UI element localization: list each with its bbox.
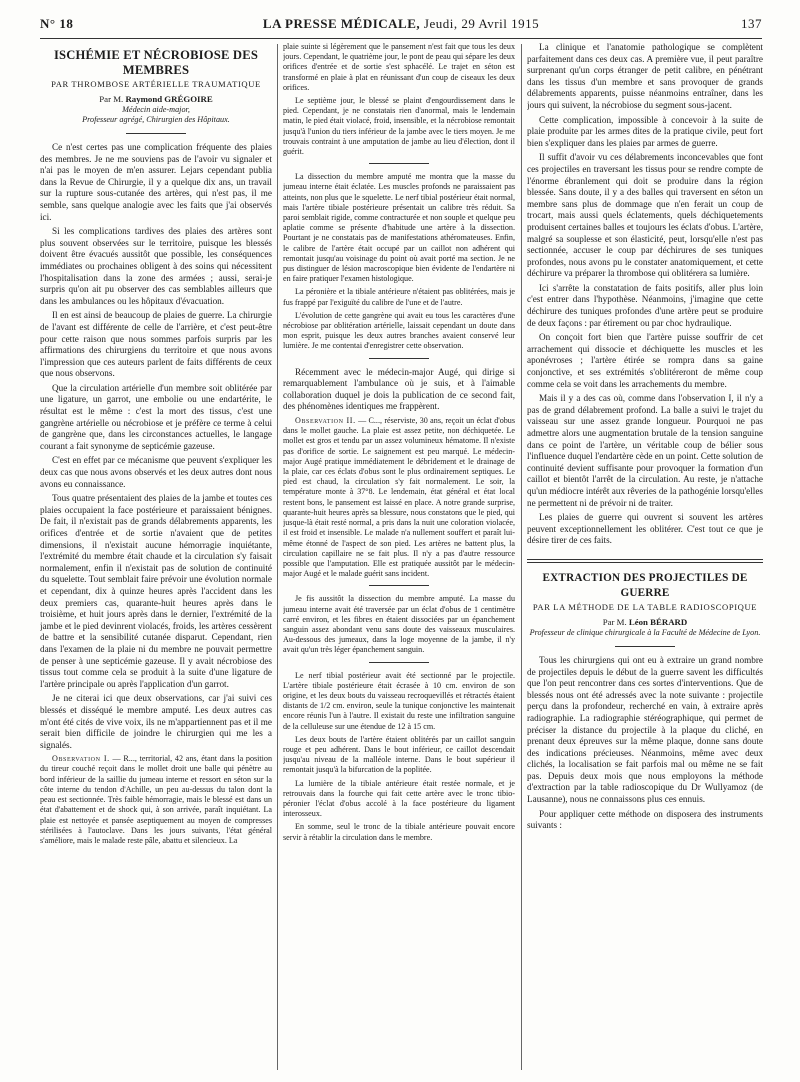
article-separator <box>527 559 763 563</box>
paragraph: Les plaies de guerre qui ouvrent si souvent les artères peuvent exceptionnellement les oblitérer. C'est tout ce que je désire tirer de ces faits. <box>527 512 763 546</box>
author-prefix: Par M. <box>99 94 124 104</box>
paragraph: Les deux bouts de l'artère étaient oblitérés par un caillot sanguin rouge et peu adhérent. Dans le bout inférieur, ce caillot descendait jusqu'au niveau de la malléole interne. Dans le bout supérieur il remontait jusqu'à la bifurcation de la poplitée. <box>283 734 515 775</box>
observation-text: — R..., territorial, 42 ans, étant dans la position du tireur couché reçoit dans le mollet droit une balle qui pénètre au bord inférieur de la saillie du jumeau interne et ressort en séton sur la côte interne du tendon d'Achille, un peu au-dessus du talon dont la peau est sectionnée. Très faible hémorragie, mais le blessé est dans un état d'abattement et de shock qui, à son arrivée, paraît inquiétant. La plaie est nettoyée et pansée aseptiquement au moyen de compresses stérilisées à l'autoclave. Dans les jours suivants, l'état général s'améliore, mais le malade reste pâle, abattu et silencieux. La <box>40 754 272 845</box>
observation-1 <box>40 754 272 846</box>
paragraph: Le septième jour, le blessé se plaint d'engourdissement dans le pied. Cependant, je ne constatais rien d'anormal, mais le lendemain matin, le pied était violacé, froid, insensible, et la nécrobiose remontait jusqu'à l'union du tiers inférieur de la jambe avec le tiers moyen. Je me trouvais contraint à une amputation de jambe au lieu d'élection, dont il guérit. <box>283 96 515 157</box>
section-divider <box>369 585 429 586</box>
author-prefix: Par M. <box>602 616 627 627</box>
paragraph: Mais il y a des cas où, comme dans l'observation I, il n'y a pas de grand délabrement profond. La balle a suivi le trajet du vaisseau sur une assez grande longueur. Pourquoi ne pas admettre alors une augmentation brutale de la tension sanguine dans ce point de l'artère, un véritable coup de bélier sous l'influence duquel l'endartère cède en un point. Cette solution de continuité devient suffisante pour provoquer la formation d'un caillot et bientôt l'arrêt de la circulation. Au reste, je n'attache qu'un médiocre intérêt aux rêveries de la pathogénie lorsqu'elles ne permettent ni de prévoir ni de traiter. <box>527 393 763 508</box>
column-3 <box>527 42 763 1072</box>
paragraph: Je ne citerai ici que deux observations, car j'ai suivi ces blessés et disséqué le membre amputé. Les deux autres cas m'ont été cités de vive voix, ils ne m'appartiennent pas et il me serait bien difficile de joindre le chirurgien qui me les a signalés. <box>40 693 272 750</box>
paragraph: La clinique et l'anatomie pathologique se complètent parfaitement dans ces deux cas. A première vue, il peut paraître surprenant qu'un corps étranger de petit calibre, en pénétrant dans les tissus d'un membre et sans provoquer de grands délabrements apparents, puisse néanmoins entraîner, dans les jours qui suivent, la nécrobiose du segment sous-jacent. <box>527 42 763 110</box>
observation-2 <box>283 416 515 579</box>
page-number: 137 <box>741 16 762 31</box>
author-affiliation: Professeur de clinique chirurgicale à la Faculté de Médecine de Lyon. <box>529 627 761 637</box>
paragraph: Il en est ainsi de beaucoup de plaies de guerre. La chirurgie de l'avant est différente de celle de l'arrière, et c'est peut-être pour cette raison que nous sommes parfois surpris par les affirmations des chirurgiens du territoire et que nous avons l'impression que ces auteurs parlent de faits différents de ceux que nous observons. <box>40 310 272 379</box>
paragraph: Le nerf tibial postérieur avait été sectionné par le projectile. L'artère tibiale postérieure était écrasée à 10 cm. environ de son origine, et les deux bouts du vaisseau recroquevillés et rétractés étaient distants de 1/2 cm. environ, seule la tunique conjonctive les maintenait encore réunis l'un à l'autre. Il existait du reste une infiltration sanguine de la celluleuse sur une étendue de 12 à 15 cm. <box>283 670 515 731</box>
paragraph: Pour appliquer cette méthode on disposera des instruments suivants : <box>527 808 763 831</box>
paragraph: La péronière et la tibiale antérieure n'étaient pas oblitérées, mais je fus frappé par l'exiguïté du calibre de l'une et de l'autre. <box>283 287 515 307</box>
journal-name: LA PRESSE MÉDICALE, <box>262 16 421 31</box>
paragraph: Si les complications tardives des plaies des artères sont plus souvent observées sur le territoire, puisque les blessés doivent être évacués aussitôt que possible, les conséquences immédiates ou prochaines obligent à des soins qui nécessitent l'hospitalisation dans la zone des armées ; aussi, serai-je surpris qu'on ait pu observer des cas semblables ailleurs que dans les ambulances ou les hôpitaux d'évacuation. <box>40 226 272 306</box>
article-author <box>527 617 763 628</box>
paragraph: Tous quatre présentaient des plaies de la jambe et toutes ces plaies occupaient la face postérieure et paraissaient bénignes. De fait, il n'existait pas de grands délabrements apparents, les orifices d'entrée et de sortie n'avaient que de petites dimensions, il n'existait aucune hémorragie inquiétante, l'extrémité du membre était chaude et la circulation s'y faisait normalement, enfin il n'existait pas de solution de continuité du squelette. Tout semblait faire prévoir une évolution normale et cependant, dix à quinze heures après l'accident dans les deux premiers cas, quarante-huit heures après dans le troisième, et huit jours après dans le dernier, l'extrémité de la jambe et le pied devinrent violacés, froids, les artères cessèrent de battre et la sensibilité cutanée disparut. Cependant, rien dans l'examen de la plaie ni du membre ne pouvait permettre de penser à une septicémie gazeuse. Il y avait nécrobiose des tissus tout comme cela se produit à la suite d'une ligature de l'artère principale ou après l'application d'un garrot. <box>40 493 272 689</box>
section-divider <box>369 358 429 359</box>
paragraph: Tous les chirurgiens qui ont eu à extraire un grand nombre de projectiles depuis le début de la guerre savent les difficultés que l'on peut rencontrer dans ces sortes d'interventions. Que de blessés nous ont été adressés avec la note suivante : projectile perçu dans la profondeur, recherché en vain, à extraire après radiographie. La radiographie stéréographique, qui permet de préciser la distance du projectile à la plaque du cliché, en prenant deux épreuves sur la même plaque, donne sans doute des indications précieuses. Néanmoins, même avec deux clichés, la localisation se fait parfois mal ou même ne se fait pas. Depuis deux mois que nous employons la méthode d'extraction par la table radioscopique du Dr Wullyamoz (de Lausanne), nous ne connaissons plus ces ennuis. <box>527 654 763 805</box>
paragraph: plaie suinte si légèrement que le pansement n'est fait que tous les deux jours. Cependant, le quatrième jour, le pont de peau qui sépare les deux orifices d'entrée et de sortie s'est sphacélé. Le trajet en séton est transformé en plaie à plat en réunissant d'un coup de ciseaux les deux orifices. <box>283 42 515 92</box>
journal-masthead <box>40 16 762 32</box>
paragraph: C'est en effet par ce mécanisme que peuvent s'expliquer les deux cas que nous avons observés et les deux autres dont nous avons eu connaissance. <box>40 455 272 489</box>
article-subtitle: PAR LA MÉTHODE DE LA TABLE RADIOSCOPIQUE <box>532 601 758 612</box>
article-author <box>40 94 272 105</box>
column-divider <box>277 44 278 1070</box>
author-name: Léon BÉRARD <box>628 616 688 627</box>
observation-text: — C..., réserviste, 30 ans, reçoit un éclat d'obus dans le mollet gauche. La plaie est assez petite, non déchiquetée. Le mollet est gros et tendu par un assez volumineux hématome. Il n'existe pas d'orifice de sortie. Le saignement est peu marqué. Le médecin-major Augé pratique immédiatement le débridement et le drainage de la plaie, car ces éclats d'obus sont le plus ordinairement septiques. Le pied est chaud, la circulation s'y fait normalement. Le soir, la température monte à 37°8. Le lendemain, état général et état local restent bons, le pansement est laissé en place. A notre grande surprise, quarante-huit heures après sa blessure, nous constatons que le pied, qui jusque-là était resté normal, a pris dans la nuit une coloration violacée, il est froid et insensible. Le malade n'a nullement souffert et paraît lui-même étonné de l'aspect de son pied. Les artères ne battent plus, la circulation capillaire ne se fait plus. Il n'y a pas d'autre ressource possible que l'amputation. Elle est pratiquée aussitôt par le médecin-major Augé et le malade guérit sans incident. <box>283 416 515 579</box>
section-divider <box>369 662 429 663</box>
paragraph: La lumière de la tibiale antérieure était restée normale, et je retrouvais dans la fourche qui fait cette artère avec le tronc tibio-péronier l'éclat d'obus accolé à la face postérieure du ligament interosseux. <box>283 778 515 819</box>
issue-number: N° 18 <box>40 16 74 31</box>
paragraph: La dissection du membre amputé me montra que la masse du jumeau interne était éclatée. Les muscles profonds ne paraissaient pas atteints, non plus que le squelette. Le nerf tibial postérieur était normal, mais l'artère tibiale postérieure présentait un calibre très réduit. Sa paroi semblait rigide, comme contracturée et non souple et quelque peu aplatie comme se présente d'habitude une artère à la dissection. Pourtant je ne constatais pas de manifestations athéromateuses. Enfin, le calibre de l'artère était occupé par un caillot non adhérent qui remontait jusqu'au voisinage du point où avait porté ma section. Je ne pus distinguer de lésion macroscopique bien évidente de l'endartère ni en faire pratiquer l'examen histologique. <box>283 172 515 284</box>
observation-label: Observation II. <box>295 416 356 426</box>
column-divider <box>521 44 522 1070</box>
section-divider <box>369 163 429 164</box>
column-2 <box>283 42 515 1072</box>
paragraph: Je fis aussitôt la dissection du membre amputé. La masse du jumeau interne avait été traversée par un éclat d'obus de 1 centimètre carré environ, et les fibres en étaient dissociées par un épanchement sanguin assez abondant venu sans doute des vaisseaux musculaires. Au-dessous des jumeaux, dans la loge moyenne de la jambe, il n'y avait qu'un très léger épanchement sanguin. <box>283 594 515 655</box>
column-1 <box>40 42 272 1072</box>
article-subtitle: PAR THROMBOSE ARTÉRIELLE TRAUMATIQUE <box>51 79 261 89</box>
paragraph: Ici s'arrête la constatation de faits positifs, aller plus loin c'est entrer dans l'hypothèse. Néanmoins, j'imagine que cette déchirure des tuniques profondes d'une artère peut se produire de deux façons : par étirement ou par choc hydraulique. <box>527 282 763 328</box>
author-name: Raymond GRÉGOIRE <box>125 94 213 104</box>
paragraph: On conçoit fort bien que l'artère puisse souffrir de cet arrachement qui dissocie et déchiquette les muscles et les aponévroses ; l'artère étirée se rompra dans sa gaine conjonctive, et ses extrémités s'oblitéreront de même coup comme cela se voit dans les arrachements du membre. <box>527 332 763 389</box>
paragraph: Il suffit d'avoir vu ces délabrements inconcevables que font ces projectiles en traversant les tissus pour se rendre compte de l'énorme ébranlement qui doit se produire dans la région blessée. Sans doute, il y a des balles qui traversent en séton un membre sans plus de dommage que n'en ferait un coup de trocart, mais aussi quels éclatements, quels déchiquetements produisent certaines balles et toujours les éclats d'obus. L'artère, malgré sa souplesse et son élasticité, peut, lorsqu'elle n'est pas sectionnée, accuser le coup par déchirures de ses tuniques profondes, nous avons pu le constater anatomiquement, et cette déchirure va préparer la thrombose qui oblitérera sa lumière. <box>527 152 763 279</box>
author-affiliation <box>40 105 272 125</box>
issue-date: Jeudi, 29 Avril 1915 <box>423 16 540 31</box>
paragraph: L'évolution de cette gangrène qui avait eu tous les caractères d'une nécrobiose par oblitération artérielle, laissait cependant un doute dans mon esprit, puisque les deux autres branches avaient conservé leur lumière. Je me contentai d'enregistrer cette observation. <box>283 310 515 351</box>
section-divider <box>615 646 675 647</box>
page-header <box>40 12 762 39</box>
paragraph: En somme, seul le tronc de la tibiale antérieure pouvait encore servir à rétablir la circulation dans le membre. <box>283 822 515 842</box>
paragraph: Récemment avec le médecin-major Augé, qui dirige si remarquablement l'ambulance où je suis, et à l'aimable collaboration duquel je dois la publication de ce second fait, des phénomènes identiques me frappèrent. <box>283 366 515 412</box>
affiliation-line: Professeur agrégé, Chirurgien des Hôpitaux. <box>82 115 230 124</box>
observation-label: Observation I. <box>52 754 110 764</box>
paragraph: Cette complication, impossible à concevoir à la suite de plaie produite par les armes dites de la pratique civile, peut fort bien s'expliquer dans les plaies par armes de guerre. <box>527 114 763 148</box>
paragraph: Ce n'est certes pas une complication fréquente des plaies des membres. Je ne me souviens pas de l'avoir vu signaler et n'ai pas le moyen de m'en assurer. Lejars cependant publia dans la Revue de Chirurgie, il y a quelque dix ans, un travail sur la rupture sous-cutanée des artères, qui n'est pas, il me semble, sans quelque analogie avec les faits que j'ai observés ici. <box>40 142 272 222</box>
paragraph: Que la circulation artérielle d'un membre soit oblitérée par une ligature, un garrot, une embolie ou une endartérite, le résultat est le même : c'est la mort des tissus, c'est une gangrène artérielle ou nécrobiose et je préfère ce terme à celui de gangrène que, dans les circonstances actuelles, le langage courant a fait synonyme de septicémie gazeuse. <box>40 382 272 451</box>
section-divider <box>126 133 186 134</box>
article-title: EXTRACTION DES PROJECTILES DE GUERRE <box>542 571 748 599</box>
article-title: ISCHÉMIE ET NÉCROBIOSE DES MEMBRES <box>53 48 259 77</box>
affiliation-line: Médecin aide-major, <box>122 105 190 114</box>
